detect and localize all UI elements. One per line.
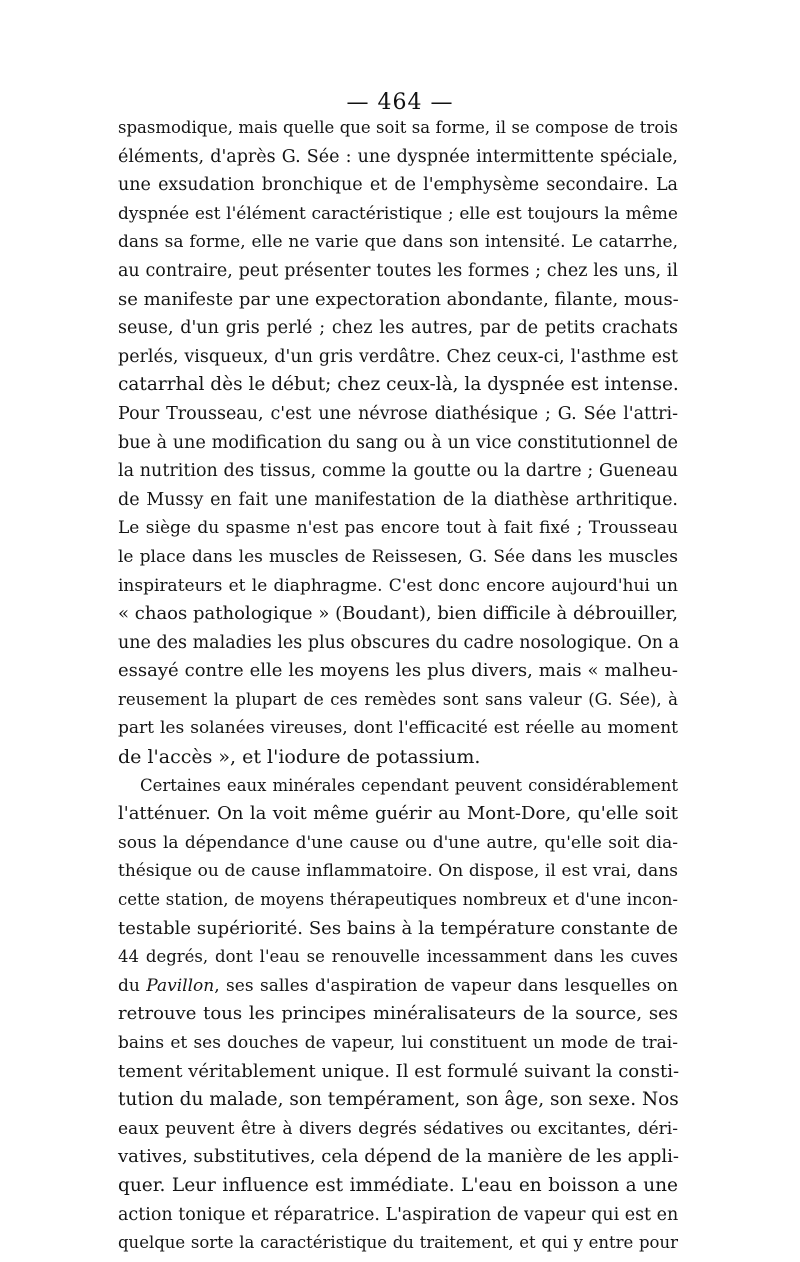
text-line: tution du malade, son tempérament, son âge, son sexe. Nos xyxy=(118,1089,679,1111)
text-line: bains et ses douches de vapeur, lui constituent un mode de trai- xyxy=(118,1033,678,1053)
text-line: testable supériorité. Ses bains à la température constante de xyxy=(118,917,678,939)
text-line: éléments, d'après G. Sée : une dyspnée intermittente spéciale, xyxy=(118,146,678,167)
body-text xyxy=(118,114,678,1258)
text-line: une exsudation bronchique et de l'emphysème secondaire. La xyxy=(118,175,678,196)
text-line: catarrhal dès le début; chez ceux-là, la dyspnée est intense. xyxy=(118,374,679,396)
text-line: vatives, substitutives, cela dépend de la manière de les appli- xyxy=(118,1146,679,1168)
text-line: essayé contre elle les moyens les plus divers, mais « malheu- xyxy=(118,660,678,682)
text-line: reusement la plupart de ces remèdes sont sans valeur (G. Sée), à xyxy=(118,689,678,709)
text-line: se manifeste par une expectoration abondante, filante, mous- xyxy=(118,288,679,310)
text-line: retrouve tous les principes minéralisateurs de la source, ses xyxy=(118,1003,678,1025)
text-line: spasmodique, mais quelle que soit sa forme, il se compose de trois xyxy=(118,118,678,137)
text-line: tement véritablement unique. Il est formulé suivant la consti- xyxy=(118,1060,680,1082)
text-line: part les solanées vireuses, dont l'efficacité est réelle au moment xyxy=(118,718,678,739)
paragraph-end-line: de l'accès », et l'iodure de potassium. xyxy=(118,746,481,769)
text-line: 44 degrés, dont l'eau se renouvelle incessamment dans les cuves xyxy=(118,947,678,967)
page-number: — 464 — xyxy=(346,90,454,115)
text-fragment: du xyxy=(118,975,147,996)
text-line: seuse, d'un gris perlé ; chez les autres, par de petits crachats xyxy=(118,318,678,339)
text-line: quelque sorte la caractéristique du traitement, et qui y entre pour xyxy=(118,1233,678,1253)
text-line: une des maladies les plus obscures du cadre nosologique. On a xyxy=(118,632,680,653)
text-line: inspirateurs et le diaphragme. C'est donc encore aujourd'hui un xyxy=(118,575,678,596)
text-line: Le siège du spasme n'est pas encore tout à fait fixé ; Trousseau xyxy=(118,518,678,539)
text-line: action tonique et réparatrice. L'aspiration de vapeur qui est en xyxy=(118,1204,679,1225)
text-line: thésique ou de cause inflammatoire. On dispose, il est vrai, dans xyxy=(118,861,678,882)
text-line: de Mussy en fait une manifestation de la diathèse arthritique. xyxy=(118,489,678,510)
text-fragment: , ses salles d'aspiration de vapeur dans lesquelles on xyxy=(214,975,678,996)
text-line: cette station, de moyens thérapeutiques nombreux et d'une incon- xyxy=(118,890,678,910)
text-line: bue à une modification du sang ou à un vice constitutionnel de xyxy=(118,432,678,453)
text-line: l'atténuer. On la voit même guérir au Mont-Dore, qu'elle soit xyxy=(118,803,678,825)
text-line: quer. Leur influence est immédiate. L'eau en boisson a une xyxy=(118,1174,678,1196)
text-line: au contraire, peut présenter toutes les formes ; chez les uns, il xyxy=(118,260,678,281)
text-line: dyspnée est l'élément caractéristique ; elle est toujours la même xyxy=(118,203,678,224)
text-line: sous la dépendance d'une cause ou d'une autre, qu'elle soit dia- xyxy=(118,832,678,853)
italic-place-name: Pavillon xyxy=(146,975,215,996)
paragraph-start-line: Certaines eaux minérales cependant peuvent considérablement xyxy=(140,775,678,795)
text-line-with-italic xyxy=(118,972,678,1001)
text-line: perlés, visqueux, d'un gris verdâtre. Chez ceux-ci, l'asthme est xyxy=(118,346,678,367)
text-line: « chaos pathologique » (Boudant), bien difficile à débrouiller, xyxy=(118,603,678,625)
text-line: eaux peuvent être à divers degrés sédatives ou excitantes, déri- xyxy=(118,1118,678,1139)
text-line: le place dans les muscles de Reissesen, G. Sée dans les muscles xyxy=(118,546,678,567)
text-line: Pour Trousseau, c'est une névrose diathésique ; G. Sée l'attri- xyxy=(118,403,678,424)
text-line: la nutrition des tissus, comme la goutte ou la dartre ; Gueneau xyxy=(118,461,678,482)
text-line: dans sa forme, elle ne varie que dans son intensité. Le catarrhe, xyxy=(118,232,678,253)
